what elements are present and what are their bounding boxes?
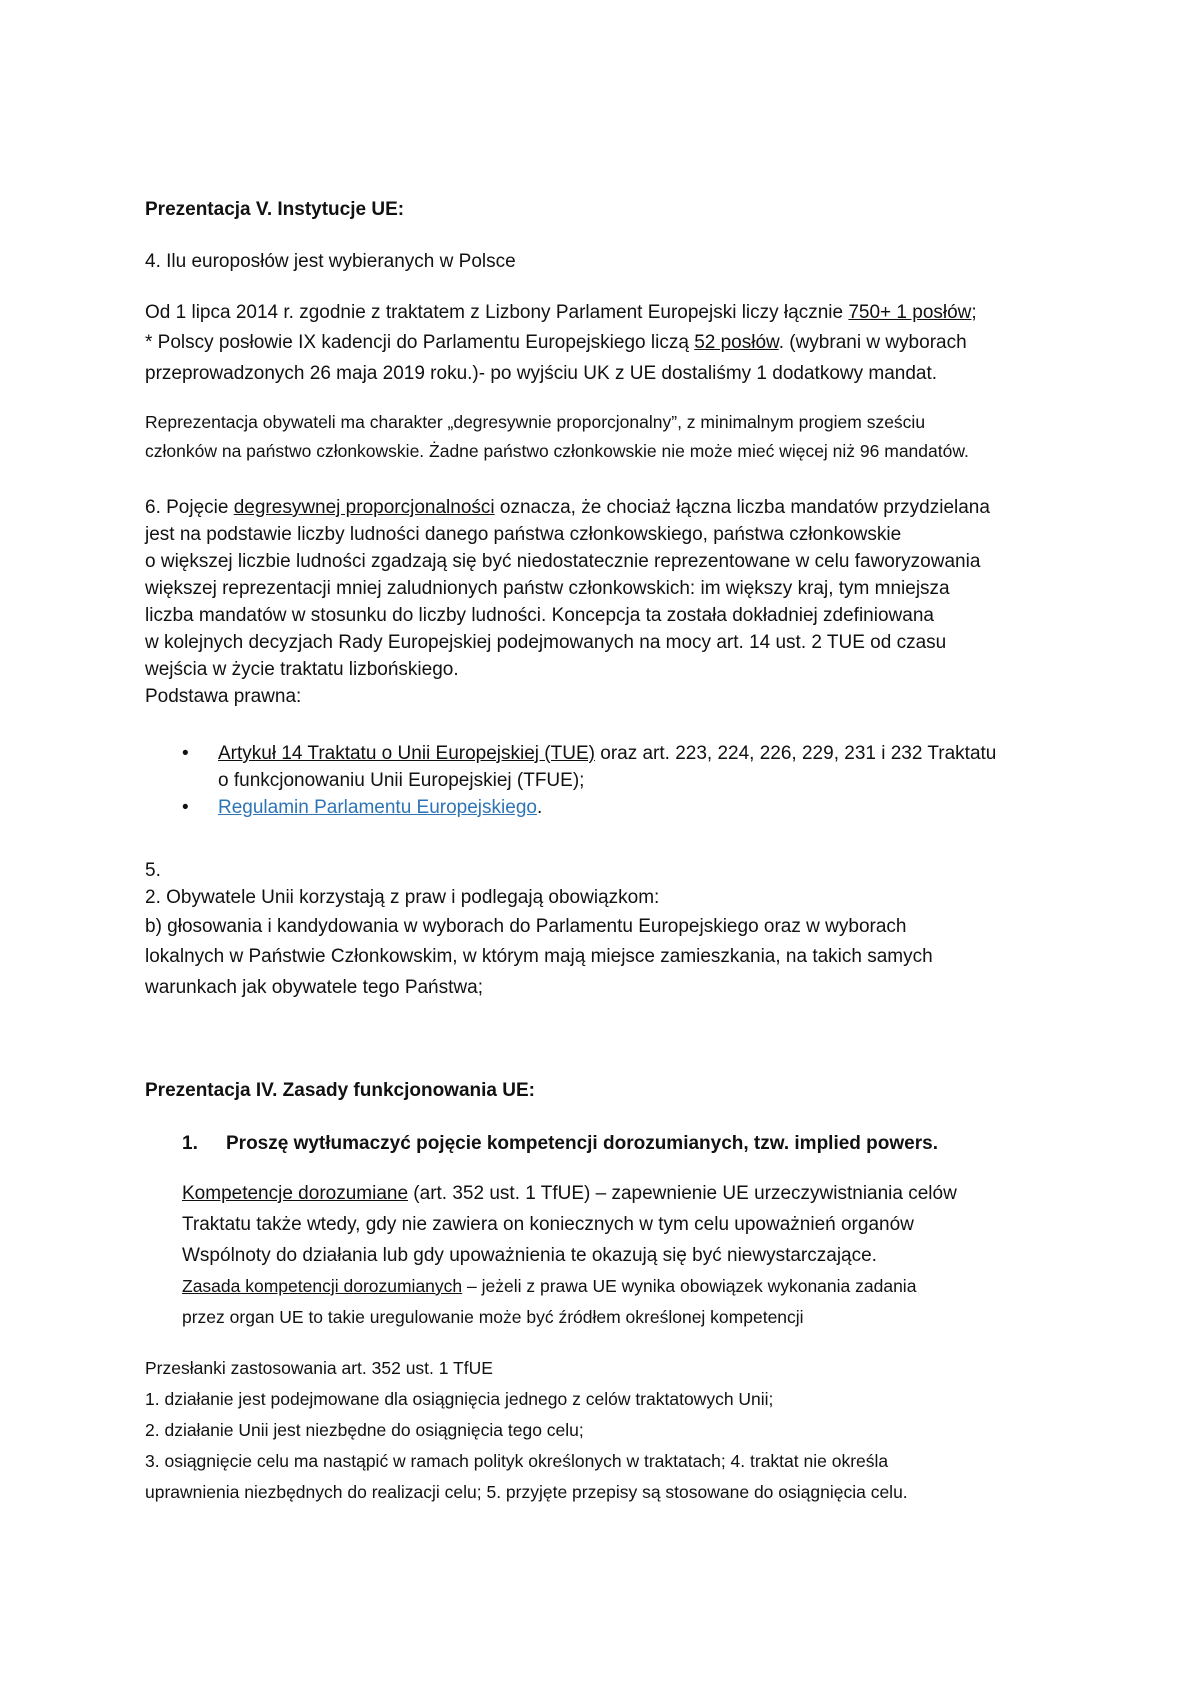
- section-title-iv: Prezentacja IV. Zasady funkcjonowania UE:: [145, 1080, 535, 1101]
- question-5-line-3: lokalnych w Państwie Członkowskim, w którym mają miejsce zamieszkania, na takich samych: [145, 946, 933, 967]
- implied-powers-principle-cont: przez organ UE to takie uregulowanie może być źródłem określonej kompetencji: [182, 1307, 804, 1327]
- bullet-icon: •: [182, 743, 189, 764]
- implied-powers-principle: Zasada kompetencji dorozumianych – jeżeli z prawa UE wynika obowiązek wykonania zadania: [182, 1276, 917, 1296]
- question-5: 5.: [145, 860, 161, 881]
- bullet-item-regulamin: Regulamin Parlamentu Europejskiego.: [218, 797, 543, 818]
- condition-3-cont: uprawnienia niezbędnych do realizacji celu; 5. przyjęte przepisy są stosowane do osiągnięcia celu.: [145, 1482, 908, 1502]
- question-6-line-5: liczba mandatów w stosunku do liczby ludności. Koncepcja ta została dokładniej zdefiniowana: [145, 605, 934, 626]
- condition-3: 3. osiągnięcie celu ma nastąpić w ramach polityk określonych w traktatach; 4. traktat nie określa: [145, 1451, 889, 1471]
- condition-1: 1. działanie jest podejmowane dla osiągnięcia jednego z celów traktatowych Unii;: [145, 1389, 774, 1409]
- bullet-item-tue: Artykuł 14 Traktatu o Unii Europejskiej (TUE) oraz art. 223, 224, 226, 229, 231 i 232 Traktatu: [218, 743, 997, 764]
- conditions-heading: Przesłanki zastosowania art. 352 ust. 1 TfUE: [145, 1358, 493, 1378]
- question-6-line-3: o większej liczbie ludności zgadzają się być niedostatecznie reprezentowane w celu faworyzowania: [145, 551, 981, 572]
- paragraph-parliament-size: Od 1 lipca 2014 r. zgodnie z traktatem z Lizbony Parlament Europejski liczy łącznie 750+ 1 posłów;: [145, 302, 977, 323]
- tue-article-link[interactable]: Artykuł 14 Traktatu o Unii Europejskiej (TUE): [218, 743, 595, 764]
- paragraph-representation: Reprezentacja obywateli ma charakter „degresywnie proporcjonalny”, z minimalnym progiem sześciu: [145, 412, 926, 432]
- question-4: 4. Ilu europosłów jest wybieranych w Polsce: [145, 251, 516, 272]
- question-6: 6. Pojęcie degresywnej proporcjonalności oznacza, że chociaż łączna liczba mandatów przydzielana: [145, 497, 990, 518]
- legal-basis-heading: Podstawa prawna:: [145, 686, 302, 707]
- question-5-line-4: warunkach jak obywatele tego Państwa;: [145, 977, 483, 998]
- paragraph-representation-cont: członków na państwo członkowskie. Żadne państwo członkowskie nie może mieć więcej niż 96 mandatów.: [145, 441, 969, 461]
- paragraph-polish-mps-cont: przeprowadzonych 26 maja 2019 roku.)- po wyjściu UK z UE dostaliśmy 1 dodatkowy mandat.: [145, 363, 938, 384]
- question-1: Proszę wytłumaczyć pojęcie kompetencji dorozumianych, tzw. implied powers.: [226, 1133, 938, 1154]
- bullet-icon: •: [182, 797, 189, 818]
- question-6-line-4: większej reprezentacji mniej zaludnionych państw członkowskich: im większy kraj, tym mniejsza: [145, 578, 950, 599]
- question-6-line-2: jest na podstawie liczby ludności danego państwa członkowskiego, państwa członkowskie: [145, 524, 902, 545]
- question-6-line-7: wejścia w życie traktatu lizbońskiego.: [145, 659, 459, 680]
- section-title-v: Prezentacja V. Instytucje UE:: [145, 199, 405, 220]
- bullet-item-tue-cont: o funkcjonowaniu Unii Europejskiej (TFUE);: [218, 770, 585, 791]
- question-1-number: 1.: [182, 1133, 198, 1154]
- condition-2: 2. działanie Unii jest niezbędne do osiągnięcia tego celu;: [145, 1420, 584, 1440]
- question-5-line-1: 2. Obywatele Unii korzystają z praw i podlegają obowiązkom:: [145, 887, 660, 908]
- implied-powers-line-3: Wspólnoty do działania lub gdy upoważnienia te okazują się być niewystarczające.: [182, 1245, 877, 1266]
- paragraph-polish-mps: * Polscy posłowie IX kadencji do Parlamentu Europejskiego liczą 52 posłów. (wybrani w wyborach: [145, 332, 967, 353]
- question-6-line-6: w kolejnych decyzjach Rady Europejskiej podejmowanych na mocy art. 14 ust. 2 TUE od czasu: [145, 632, 947, 653]
- question-5-line-2: b) głosowania i kandydowania w wyborach do Parlamentu Europejskiego oraz w wyborach: [145, 916, 907, 937]
- implied-powers-definition: Kompetencje dorozumiane (art. 352 ust. 1 TfUE) – zapewnienie UE urzeczywistniania celów: [182, 1183, 957, 1204]
- regulamin-link[interactable]: Regulamin Parlamentu Europejskiego: [218, 797, 537, 818]
- implied-powers-line-2: Traktatu także wtedy, gdy nie zawiera on koniecznych w tym celu upoważnień organów: [182, 1214, 914, 1235]
